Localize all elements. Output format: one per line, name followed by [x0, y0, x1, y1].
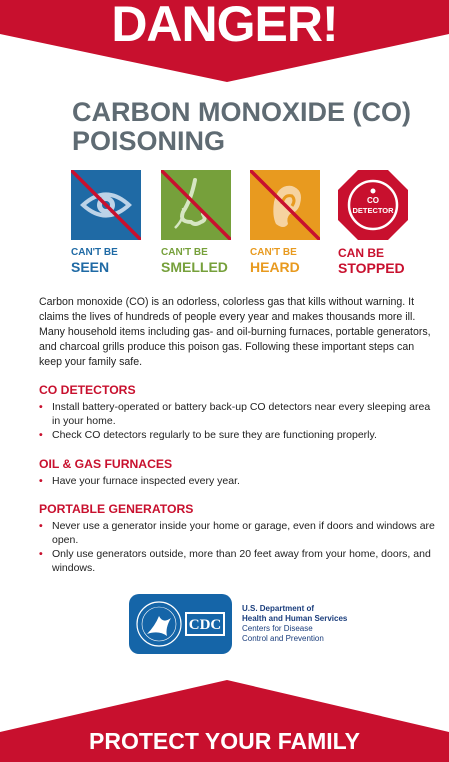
co-detectors-list — [39, 400, 439, 442]
co-detector-icon — [338, 170, 408, 240]
co-detector-label-bottom: DETECTOR — [352, 206, 394, 215]
danger-heading: DANGER! — [111, 0, 338, 52]
cdc-logo-text: CDC — [188, 617, 222, 633]
caption-seen: CAN'T BE SEEN — [71, 247, 118, 275]
page-title — [72, 98, 432, 156]
list-item: • Check CO detectors regularly to be sure they are functioning properly. — [39, 428, 439, 442]
danger-banner — [0, 0, 449, 82]
protect-family-heading: PROTECT YOUR FAMILY — [89, 728, 360, 754]
hhs-agency-text — [242, 604, 392, 644]
caption-stopped: CAN BE STOPPED — [338, 246, 405, 276]
section-title-furnaces: OIL & GAS FURNACES — [39, 457, 173, 471]
eye-icon — [71, 170, 141, 240]
generators-list — [39, 519, 439, 575]
section-title-generators: PORTABLE GENERATORS — [39, 502, 194, 516]
protect-family-banner — [0, 680, 449, 762]
list-item: • Only use generators outside, more than 20 feet away from your home, doors, and windows. — [39, 547, 439, 575]
nose-icon — [161, 170, 231, 240]
ear-icon — [250, 170, 320, 240]
list-item: • Have your furnace inspected every year. — [39, 474, 439, 488]
section-title-co-detectors: CO DETECTORS — [39, 383, 136, 397]
hhs-line3: Centers for Disease — [242, 624, 313, 633]
co-detector-label-top: CO — [367, 196, 379, 205]
intro-paragraph: Carbon monoxide (CO) is an odorless, colorless gas that kills without warning. It claims the lives of hundreds of people every year and makes thousands more ill. Many household items including gas- and oil-burning furnaces, portable generators, and charcoal grills produce this poison gas. Following these important steps can keep your family safe. — [39, 296, 431, 368]
page-title-line2: POISONING — [72, 126, 226, 156]
list-item: • Install battery-operated or battery back-up CO detectors near every sleeping area in your home. — [39, 400, 439, 428]
hhs-cdc-logo — [129, 594, 232, 654]
hhs-line1: U.S. Department of — [242, 604, 315, 613]
caption-heard: CAN'T BE HEARD — [250, 247, 300, 275]
hhs-line4: Control and Prevention — [242, 634, 324, 643]
caption-smelled: CAN'T BE SMELLED — [161, 247, 228, 275]
hhs-line2: Health and Human Services — [242, 614, 348, 623]
furnaces-list — [39, 474, 439, 488]
page-title-line1: CARBON MONOXIDE (CO) — [72, 97, 411, 127]
list-item: • Never use a generator inside your home or garage, even if doors and windows are open. — [39, 519, 439, 547]
